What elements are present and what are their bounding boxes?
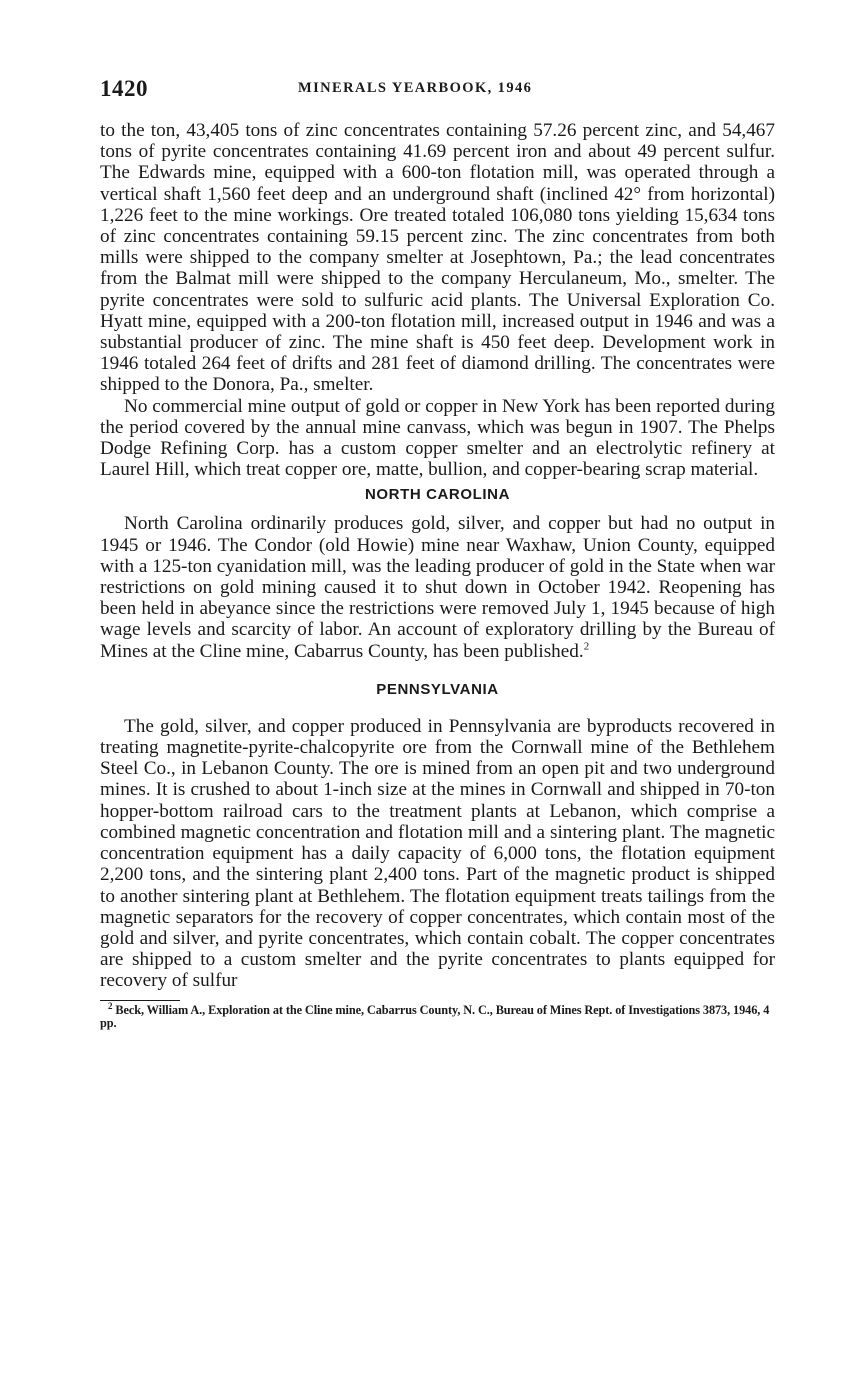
footnote: [100, 1000, 775, 1031]
paragraph-north-carolina: [100, 513, 775, 661]
section-heading-north-carolina: NORTH CAROLINA: [364, 486, 511, 504]
page-number: 1420: [100, 76, 148, 101]
paragraph-pennsylvania: The gold, silver, and copper produced in Pennsylvania are byproducts recovered in treating magnetite-pyrite-chalcopyrite ore from the Cornwall mine of the Bethlehem Steel Co., in Lebanon County. The ore is mined from an open pit and two underground mines. It is crushed to about 1-inch size at the mines in Cornwall and shipped in 70-ton hopper-bottom railroad cars to the treatment plants at Lebanon, which comprise a combined magnetic concentration and flotation mill and a sintering plant. The magnetic concentration equipment has a daily capacity of 6,000 tons, the flotation equipment 2,200 tons, and the sintering plant 2,400 tons. Part of the magnetic product is shipped to another sintering plant at Bethlehem. The flotation equipment treats tailings from the magnetic separators for the recovery of copper concentrates, which contain most of the gold and silver, and pyrite concentrates, which contain cobalt. The copper concentrates are shipped to a custom smelter and the pyrite concentrates to plants equipped for recovery of sulfur: [100, 715, 775, 992]
footnote-reference[interactable]: 2: [583, 640, 590, 653]
paragraph-new-york-copper: No commercial mine output of gold or copper in New York has been reported during the period covered by the annual mine canvass, which was begun in 1907. The Phelps Dodge Refining Corp. has a custom copper smelter and an electrolytic refinery at Laurel Hill, which treat copper ore, matte, bullion, and copper-bearing scrap material.: [100, 395, 775, 481]
running-header: [100, 76, 775, 106]
document-page: [100, 76, 775, 1031]
paragraph-new-york-zinc: to the ton, 43,405 tons of zinc concentrates containing 57.26 percent zinc, and 54,467 tons of pyrite concentrates containing 41.69 percent iron and about 49 percent sulfur. The Edwards mine, equipped with a 600-ton flotation mill, was operated through a vertical shaft 1,560 feet deep and an underground shaft (inclined 42° from horizontal) 1,226 feet to the mine workings. Ore treated totaled 106,080 tons yielding 15,634 tons of zinc concentrates containing 59.15 percent zinc. The zinc concentrates from both mills were shipped to the company smelter at Josephtown, Pa.; the lead concentrates from the Balmat mill were shipped to the company Herculaneum, Mo., smelter. The pyrite concentrates were sold to sulfuric acid plants. The Universal Exploration Co. Hyatt mine, equipped with a 200-ton flotation mill, increased output in 1946 and was a substantial producer of zinc. The mine shaft is 450 feet deep. Development work in 1946 totaled 264 feet of drifts and 281 feet of diamond drilling. The concentrates were shipped to the Donora, Pa., smelter.: [100, 120, 775, 396]
section-heading-pennsylvania: PENNSYLVANIA: [376, 680, 499, 698]
footnote-marker: 2: [108, 1000, 113, 1011]
paragraph-north-carolina-text: North Carolina ordinarily produces gold, silver, and copper but had no output in 1945 or 1946. The Condor (old Howie) mine near Waxhaw, Union County, equipped with a 125-ton cyanidation mill, was the leading producer of gold in the State when war restrictions on gold mining caused it to shut down in October 1942. Reopening has been held in abeyance since the restrictions were removed July 1, 1945 because of high wage levels and scarcity of labor. An account of exploratory drilling by the Bureau of Mines at the Cline mine, Cabarrus County, has been published.: [100, 513, 775, 662]
running-title: MINERALS YEARBOOK, 1946: [298, 80, 533, 96]
footnote-text: Beck, William A., Exploration at the Cline mine, Cabarrus County, N. C., Bureau of Mines Rept. of Investigations 3873, 1946, 4 pp.: [100, 1002, 770, 1031]
